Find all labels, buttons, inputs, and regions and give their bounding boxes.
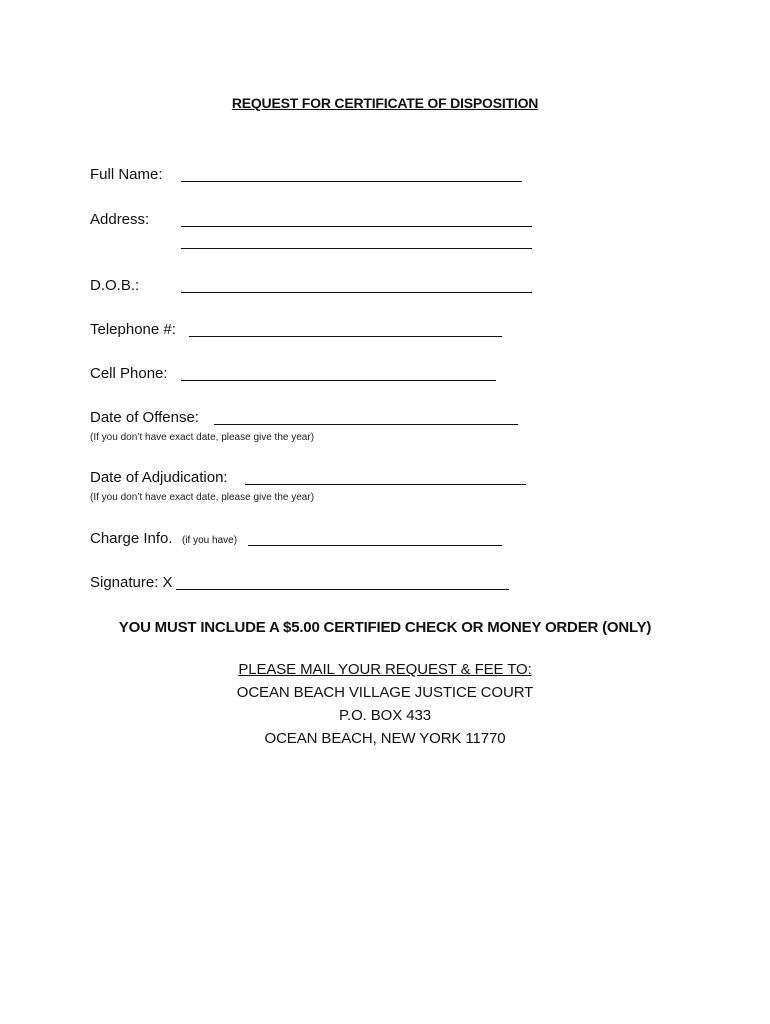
address-label: Address: (90, 211, 150, 228)
mailing-court-name: OCEAN BEACH VILLAGE JUSTICE COURT (236, 684, 534, 701)
fee-notice: YOU MUST INCLUDE A $5.00 CERTIFIED CHECK OR MONEY ORDER (ONLY) (118, 619, 652, 636)
date-of-adjudication-label: Date of Adjudication: (90, 469, 228, 486)
signature-label: Signature: X (90, 574, 173, 591)
dob-line[interactable] (181, 278, 532, 298)
telephone-line[interactable] (189, 322, 502, 342)
signature-line[interactable] (176, 575, 509, 595)
charge-info-note: (if you have) (182, 535, 238, 546)
date-of-adjudication-line[interactable] (245, 470, 526, 490)
date-of-adjudication-note: (If you don’t have exact date, please give the year) (90, 492, 315, 503)
cell-phone-line[interactable] (181, 366, 496, 386)
mailing-po-box: P.O. BOX 433 (339, 707, 431, 724)
cell-phone-label: Cell Phone: (90, 365, 168, 382)
date-of-offense-note: (If you don’t have exact date, please give the year) (90, 432, 315, 443)
mailing-heading: PLEASE MAIL YOUR REQUEST & FEE TO: (238, 661, 532, 678)
address-line-1[interactable] (181, 212, 532, 232)
charge-info-label: Charge Info. (90, 530, 173, 547)
telephone-label: Telephone #: (90, 321, 176, 338)
full-name-label: Full Name: (90, 166, 163, 183)
date-of-offense-line[interactable] (214, 410, 518, 430)
address-line-2[interactable] (181, 234, 532, 254)
dob-label: D.O.B.: (90, 277, 140, 294)
form-title: REQUEST FOR CERTIFICATE OF DISPOSITION (231, 95, 539, 111)
date-of-offense-label: Date of Offense: (90, 409, 199, 426)
mailing-city-state-zip: OCEAN BEACH, NEW YORK 11770 (264, 730, 506, 747)
full-name-line[interactable] (181, 167, 522, 187)
charge-info-line[interactable] (248, 531, 502, 551)
